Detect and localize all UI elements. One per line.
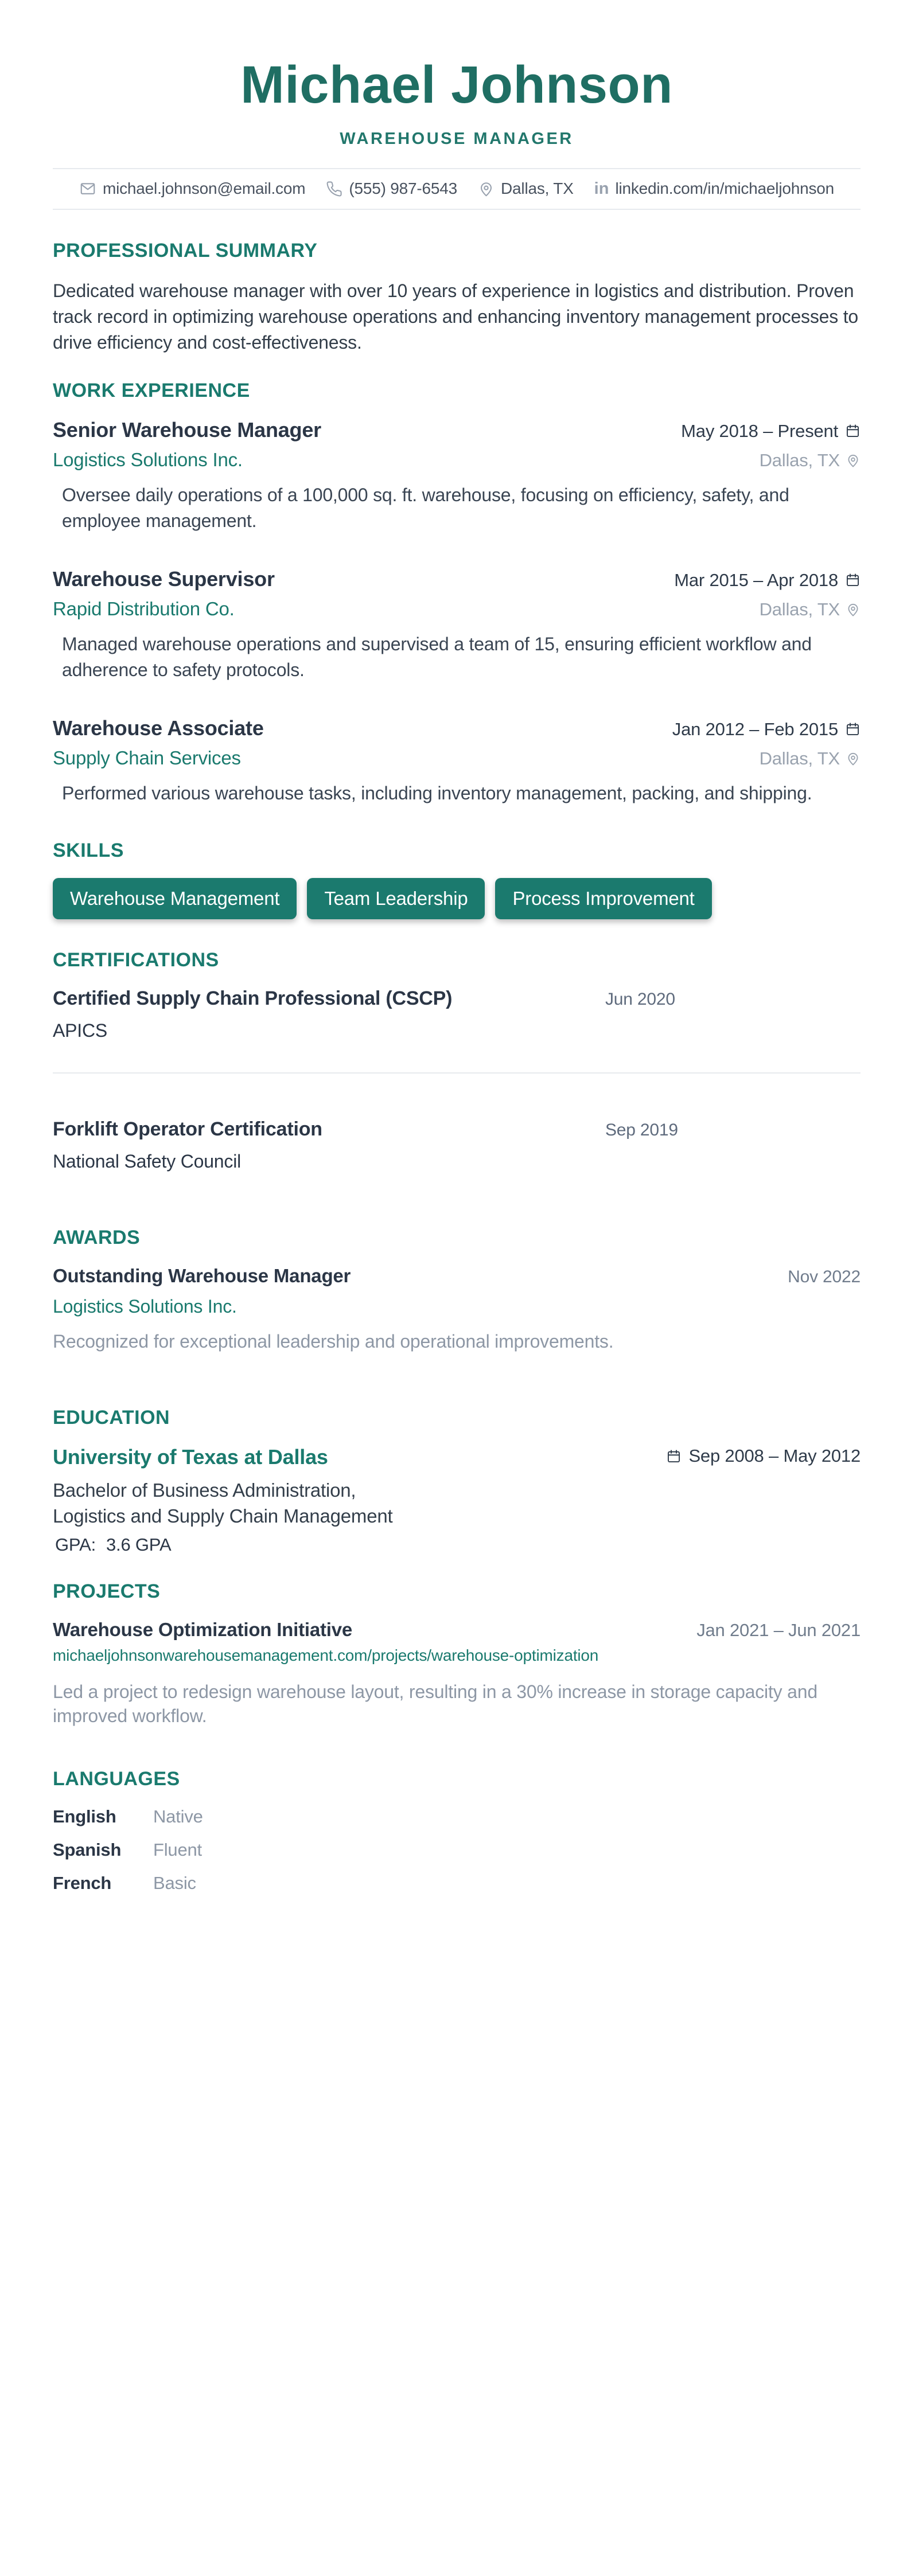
section-heading-projects: PROJECTS [53,1580,161,1602]
certification-list [53,988,861,1172]
job-company: Logistics Solutions Inc. [53,448,243,470]
section-awards [53,1227,861,1352]
summary-text: Dedicated warehouse manager with over 10 years of experience in logistics and distribution. Proven track record in optimizing warehouse operations and enhancing inventory management processes to drive efficiency and cost-effectiveness. [53,280,859,353]
job-dates [672,719,861,740]
location-pin-icon [846,602,861,617]
contact-phone-text: (555) 987-6543 [349,179,458,198]
job-title: Warehouse Associate [53,716,264,740]
job-entry [53,418,861,534]
job-description: Oversee daily operations of a 100,000 sq. ft. warehouse, focusing on efficiency, safety, and employee management. [62,484,789,531]
job-location [760,599,861,620]
language-name: English [53,1806,116,1826]
location-pin-icon [846,453,861,468]
gpa-label: GPA: [55,1534,96,1555]
project-url-link[interactable]: michaeljohnsonwarehousemanagement.com/projects/warehouse-optimization [53,1646,599,1664]
school-name: University of Texas at Dallas [53,1445,328,1469]
certification-issuer: APICS [53,1020,108,1041]
job-company: Supply Chain Services [53,747,241,768]
language-list [53,1806,861,1894]
language-row [53,1806,861,1827]
contact-location [478,179,574,198]
phone-icon [326,181,342,197]
job-entry [53,567,861,683]
skill-pill: Process Improvement [495,878,711,919]
certification-date: Sep 2019 [605,1120,678,1139]
section-certifications [53,949,861,1172]
certification-entry [53,988,861,1074]
section-languages [53,1768,861,1894]
project-description: Led a project to redesign warehouse layout, resulting in a 30% increase in storage capacity and improved workflow. [53,1681,817,1726]
mail-icon [79,180,96,197]
job-location [760,450,861,471]
language-level: Native [153,1806,203,1826]
certification-issuer: National Safety Council [53,1150,242,1172]
section-work-experience [53,380,861,806]
section-heading-education: EDUCATION [53,1406,170,1428]
linkedin-icon: in [594,179,609,198]
person-name: Michael Johnson [240,56,673,114]
award-date: Nov 2022 [788,1267,861,1286]
job-dates [681,421,861,442]
calendar-icon [845,721,861,737]
calendar-icon [845,572,861,588]
person-job-title: WAREHOUSE MANAGER [340,129,574,148]
degree-text: Bachelor of Business Administration, Logistics and Supply Chain Management [53,1479,393,1527]
language-row [53,1873,861,1894]
certification-entry [53,1074,861,1172]
contact-email [79,179,305,198]
job-location [760,748,861,769]
skill-pill: Team Leadership [307,878,485,919]
resume-header [53,55,861,210]
gpa-row [53,1535,861,1555]
award-issuer: Logistics Solutions Inc. [53,1295,237,1317]
education-entry [53,1445,861,1555]
project-title: Warehouse Optimization Initiative [53,1618,353,1640]
contact-location-text: Dallas, TX [501,179,574,198]
contact-linkedin-text[interactable]: linkedin.com/in/michaeljohnson [615,179,834,198]
job-location-text: Dallas, TX [759,748,840,768]
certification-title: Certified Supply Chain Professional (CSCP) [53,987,453,1009]
gpa-value: 3.6 GPA [106,1534,172,1555]
language-level: Fluent [153,1839,202,1860]
award-title: Outstanding Warehouse Manager [53,1264,351,1286]
job-dates-text: May 2018 – Present [681,420,838,441]
award-entry [53,1265,861,1352]
certification-title: Forklift Operator Certification [53,1118,322,1140]
language-row [53,1840,861,1860]
education-dates-text: Sep 2008 – May 2012 [688,1446,861,1466]
section-heading-experience: WORK EXPERIENCE [53,379,250,401]
section-projects [53,1580,861,1728]
skill-pill: Warehouse Management [53,878,297,919]
section-heading-certifications: CERTIFICATIONS [53,949,219,971]
job-location-text: Dallas, TX [759,450,840,470]
contact-linkedin[interactable] [594,179,834,198]
education-list [53,1445,861,1555]
skill-pill-list [53,878,861,919]
contact-email-text: michael.johnson@email.com [102,179,306,198]
section-heading-summary: PROFESSIONAL SUMMARY [53,239,318,261]
location-pin-icon [846,751,861,766]
award-description: Recognized for exceptional leadership and operational improvements. [53,1330,614,1352]
section-heading-languages: LANGUAGES [53,1767,180,1790]
project-entry [53,1619,861,1728]
section-professional-summary [53,240,861,356]
project-list [53,1619,861,1728]
calendar-icon [845,423,861,439]
section-heading-skills: SKILLS [53,839,124,861]
language-name: Spanish [53,1839,122,1860]
contact-phone [326,179,457,198]
job-location-text: Dallas, TX [759,599,840,619]
language-level: Basic [153,1872,196,1893]
job-title: Senior Warehouse Manager [53,417,321,442]
project-dates: Jan 2021 – Jun 2021 [696,1619,861,1640]
section-education [53,1407,861,1555]
job-company: Rapid Distribution Co. [53,598,235,619]
job-entry [53,716,861,806]
location-pin-icon [478,181,495,197]
language-name: French [53,1872,112,1893]
job-description: Managed warehouse operations and supervised a team of 15, ensuring efficient workflow and adherence to safety protocols. [62,633,812,680]
section-skills [53,840,861,919]
job-title: Warehouse Supervisor [53,567,275,591]
certification-date: Jun 2020 [605,989,675,1009]
job-dates-text: Mar 2015 – Apr 2018 [674,569,838,590]
calendar-icon [666,1449,682,1464]
contact-bar [53,168,861,210]
job-description: Performed various warehouse tasks, including inventory management, packing, and shipping. [62,782,812,803]
award-list [53,1265,861,1352]
job-dates-text: Jan 2012 – Feb 2015 [672,719,838,739]
education-dates [666,1446,861,1466]
section-heading-awards: AWARDS [53,1226,141,1248]
job-list [53,418,861,806]
job-dates [674,570,861,591]
